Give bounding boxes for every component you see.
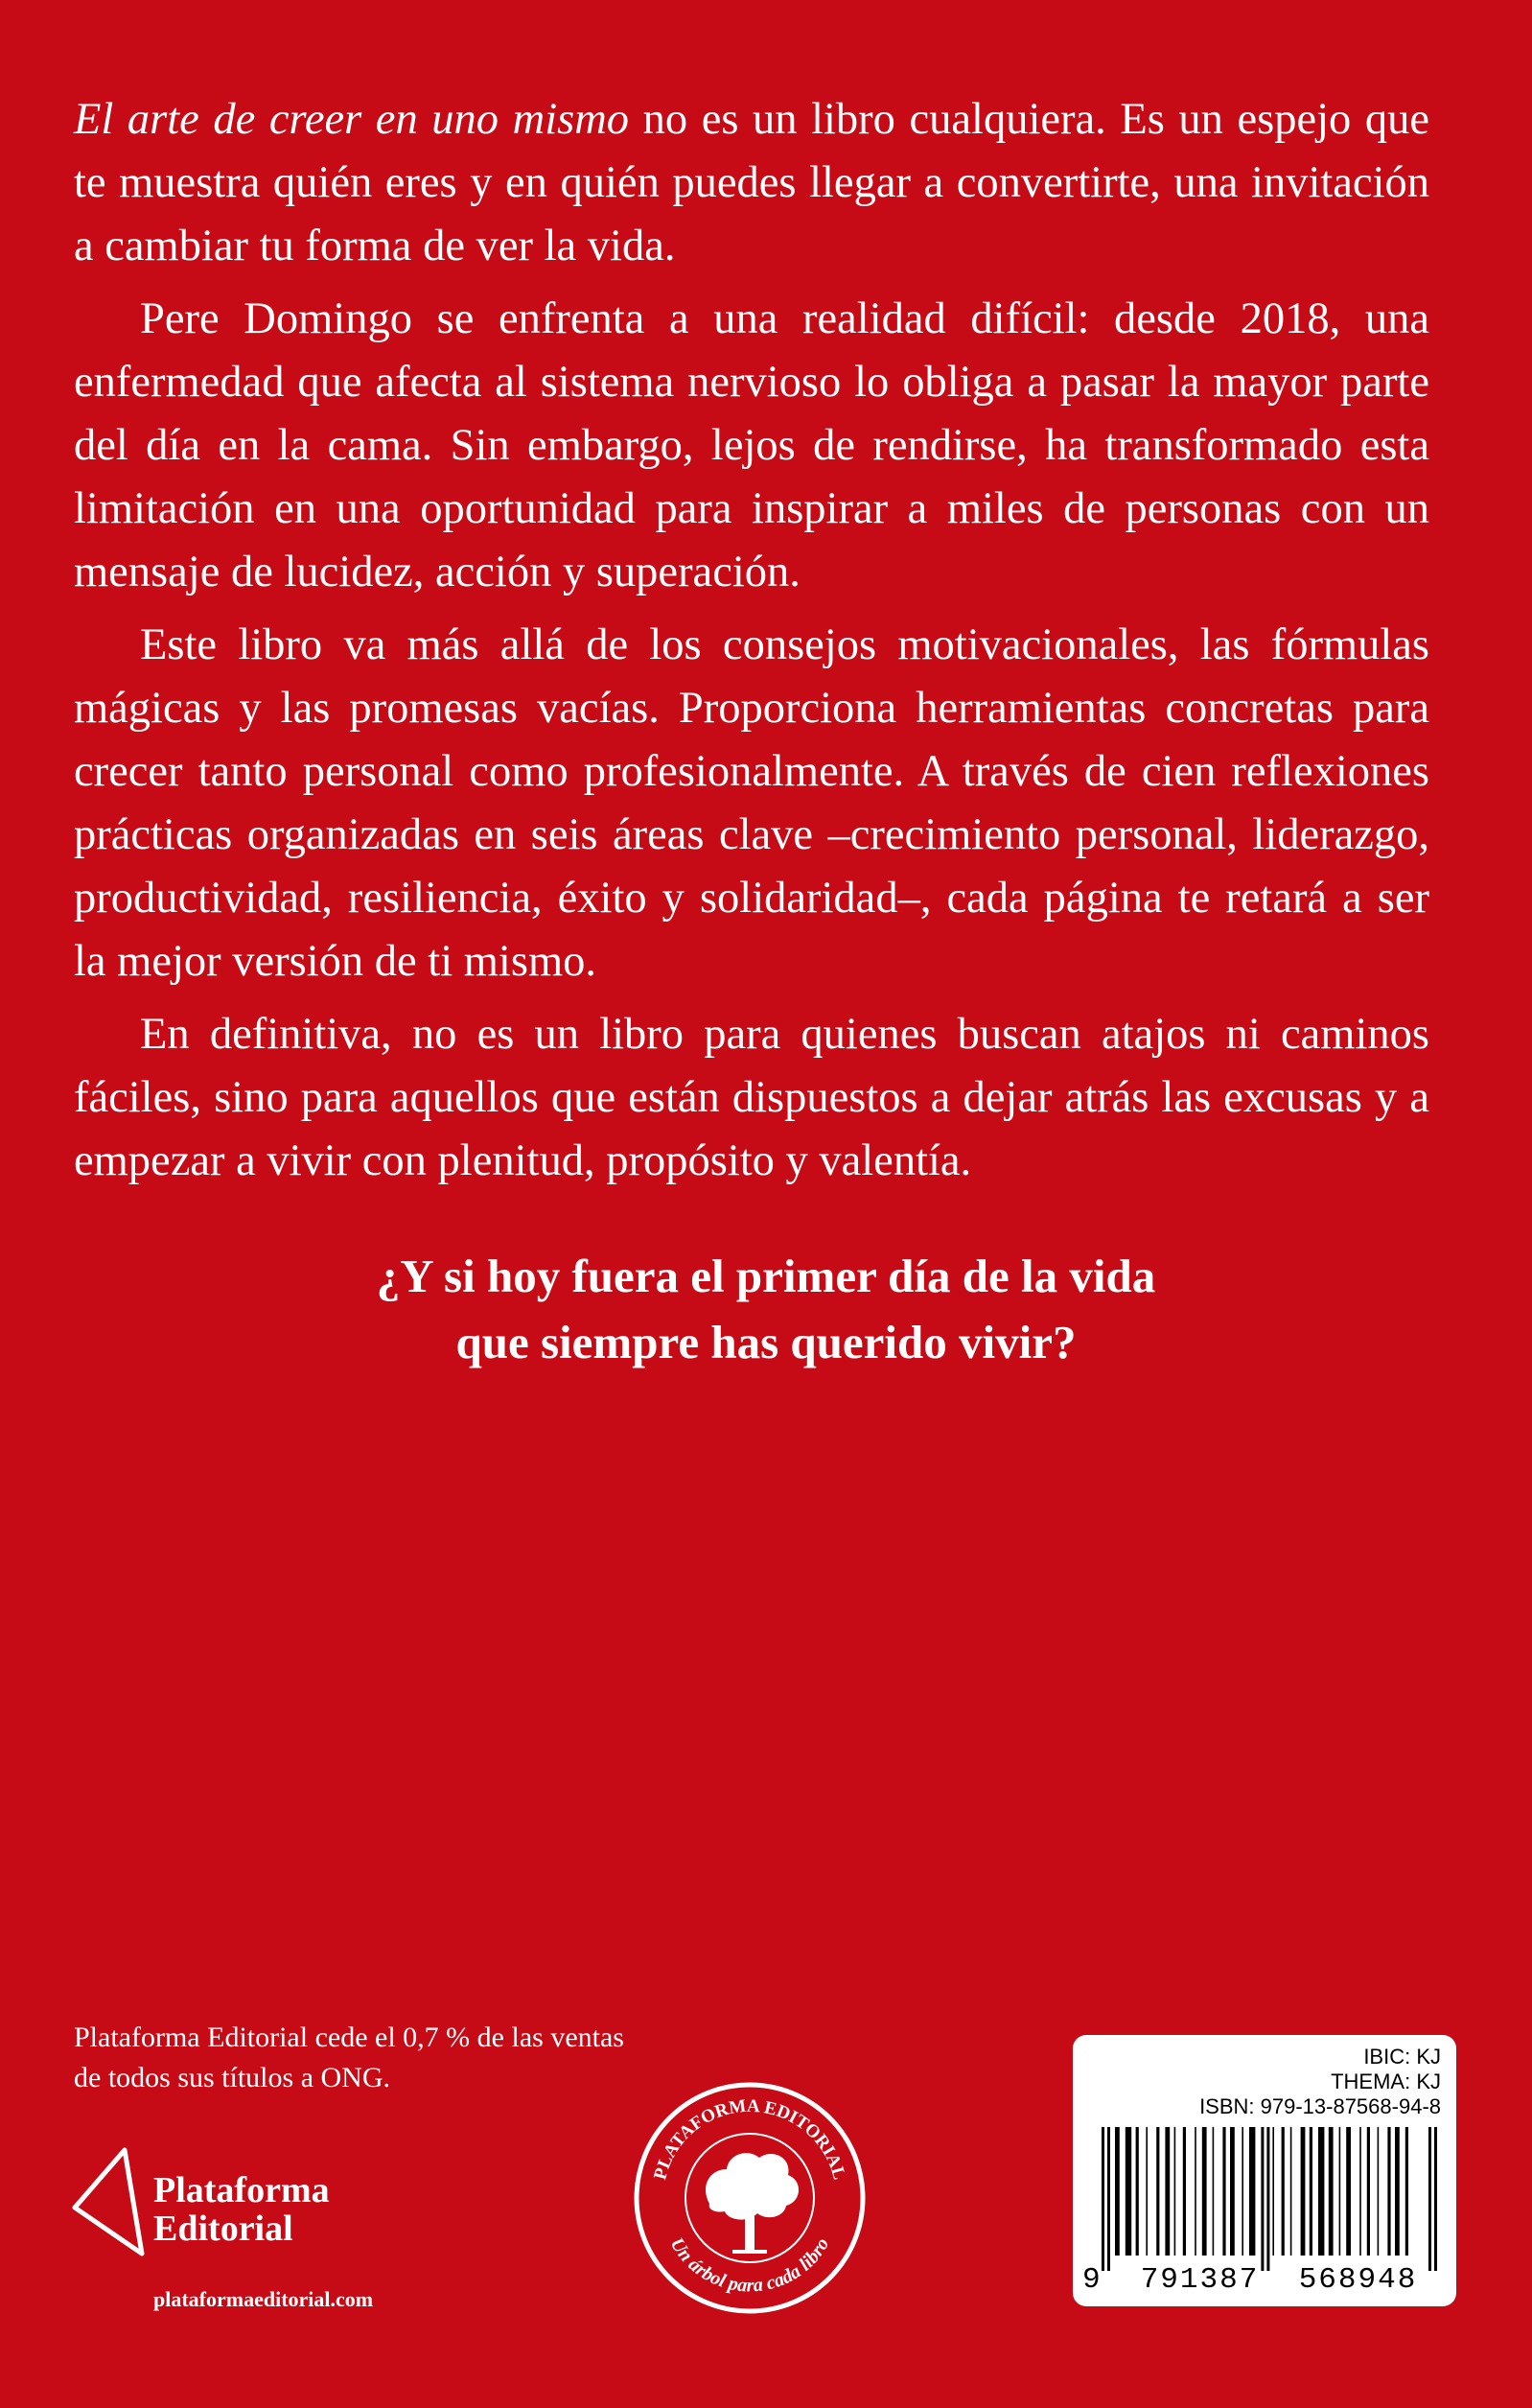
blurb-paragraph-3: Este libro va más allá de los consejos motivacionales, las fórmulas mágicas y las promesas vacías. Proporciona herramientas concretas para crecer tanto personal como profesionalmente. A través de cien reflexiones prácticas organizadas en seis áreas clave –crecimiento personal, liderazgo, productividad, resiliencia, éxito y solidaridad–, cada página te retará a ser la mejor versión de ti mismo.: [74, 620, 1429, 986]
publisher-name-line-2: Editorial: [153, 2209, 293, 2249]
barcode-bar: [1395, 2127, 1400, 2256]
barcode-bar: [1359, 2127, 1361, 2256]
barcode-bar: [1174, 2127, 1176, 2256]
ean-barcode-bars: [1102, 2127, 1437, 2271]
publisher-logo: [69, 2140, 385, 2265]
barcode-bar: [1146, 2127, 1148, 2256]
barcode-bar: [1329, 2127, 1334, 2256]
barcode-bar: [1387, 2127, 1390, 2256]
barcode-bar: [1213, 2127, 1215, 2256]
barcode-bar: [1242, 2127, 1243, 2256]
barcode-bar: [1230, 2127, 1235, 2256]
classification-codes: [1199, 2045, 1441, 2119]
barcode-bar: [1249, 2127, 1255, 2256]
barcode-bar: [1367, 2127, 1370, 2256]
barcode-bar: [1165, 2127, 1170, 2256]
barcode-bar: [1102, 2127, 1104, 2271]
barcode-bar: [1378, 2127, 1380, 2256]
closing-question-line-2: que siempre has querido vivir?: [455, 1316, 1077, 1368]
barcode-bar: [1183, 2127, 1186, 2256]
ong-note-line-2: de todos sus títulos a ONG.: [74, 2062, 390, 2093]
seal-bottom-text: Un árbol para cada libro: [665, 2233, 834, 2297]
barcode-bar: [1156, 2127, 1159, 2256]
barcode-number: [1082, 2263, 1447, 2297]
ong-note-line-1: Plataforma Editorial cede el 0,7 % de las ventas: [74, 2022, 624, 2053]
publisher-name-line-1: Plataforma: [153, 2170, 330, 2210]
barcode-bar: [1272, 2127, 1274, 2256]
barcode-bar: [1346, 2127, 1351, 2256]
barcode-bar: [1405, 2127, 1408, 2256]
barcode-bar: [1301, 2127, 1306, 2256]
closing-question-line-1: ¿Y si hoy fuera el primer día de la vida: [376, 1250, 1156, 1302]
ibic-code: IBIC: KJ: [1363, 2045, 1441, 2069]
blurb-paragraph-4: En definitiva, no es un libro para quienes buscan atajos ni caminos fáciles, sino para aquellos que están dispuestos a dejar atrás las excusas y a empezar a vivir con plenitud, propósito y valentía.: [74, 1010, 1429, 1185]
barcode-bar: [1290, 2127, 1292, 2256]
barcode-digits-right: 568948: [1298, 2263, 1418, 2297]
back-cover-blurb: [74, 88, 1429, 1203]
seal-top-text: PLATAFORMA EDITORIAL: [650, 2095, 849, 2183]
closing-question: [0, 1243, 1532, 1375]
barcode-bar: [1261, 2127, 1264, 2271]
isbn-barcode-box: [1073, 2035, 1456, 2306]
barcode-bar: [1107, 2127, 1110, 2271]
barcode-bar: [1202, 2127, 1207, 2256]
barcode-digit-first: 9: [1082, 2263, 1103, 2297]
barcode-bar: [1434, 2127, 1437, 2271]
tree-seal-stamp: [633, 2081, 868, 2316]
barcode-bar: [1115, 2127, 1120, 2256]
tree-icon: [706, 2153, 799, 2254]
isbn-code: ISBN: 979-13-87568-94-8: [1199, 2094, 1441, 2118]
barcode-bar: [1126, 2127, 1131, 2256]
barcode-digits-left: 791387: [1140, 2263, 1260, 2297]
blurb-paragraph-1: [74, 88, 1429, 278]
barcode-bar: [1310, 2127, 1312, 2256]
blurb-paragraph-2: Pere Domingo se enfrenta a una realidad difícil: desde 2018, una enfermedad que afecta al sistema nervioso lo obliga a pasar la mayor parte del día en la cama. Sin embargo, lejos de rendirse, ha transformado esta limitación en una oportunidad para inspirar a miles de personas con un mensaje de lucidez, acción y superación.: [74, 294, 1429, 596]
barcode-bar: [1266, 2127, 1269, 2271]
barcode-bar: [1339, 2127, 1341, 2256]
barcode-bar: [1318, 2127, 1324, 2256]
barcode-bar: [1136, 2127, 1139, 2256]
barcode-bar: [1222, 2127, 1225, 2256]
thema-code: THEMA: KJ: [1331, 2069, 1441, 2093]
blurb-paragraph-1-text: no es un libro cualquiera. Es un espejo que te muestra quién eres y en quién puedes llegar a convertirte, una invitación a cambiar tu forma de ver la vida.: [74, 95, 1429, 270]
publisher-url: plataformaeditorial.com: [153, 2287, 374, 2311]
barcode-bar: [1282, 2127, 1285, 2256]
book-title-italic: El arte de creer en uno mismo: [74, 95, 630, 144]
barcode-bar: [1195, 2127, 1196, 2256]
barcode-bar: [1428, 2127, 1431, 2271]
publisher-logo-icon: [75, 2150, 142, 2254]
